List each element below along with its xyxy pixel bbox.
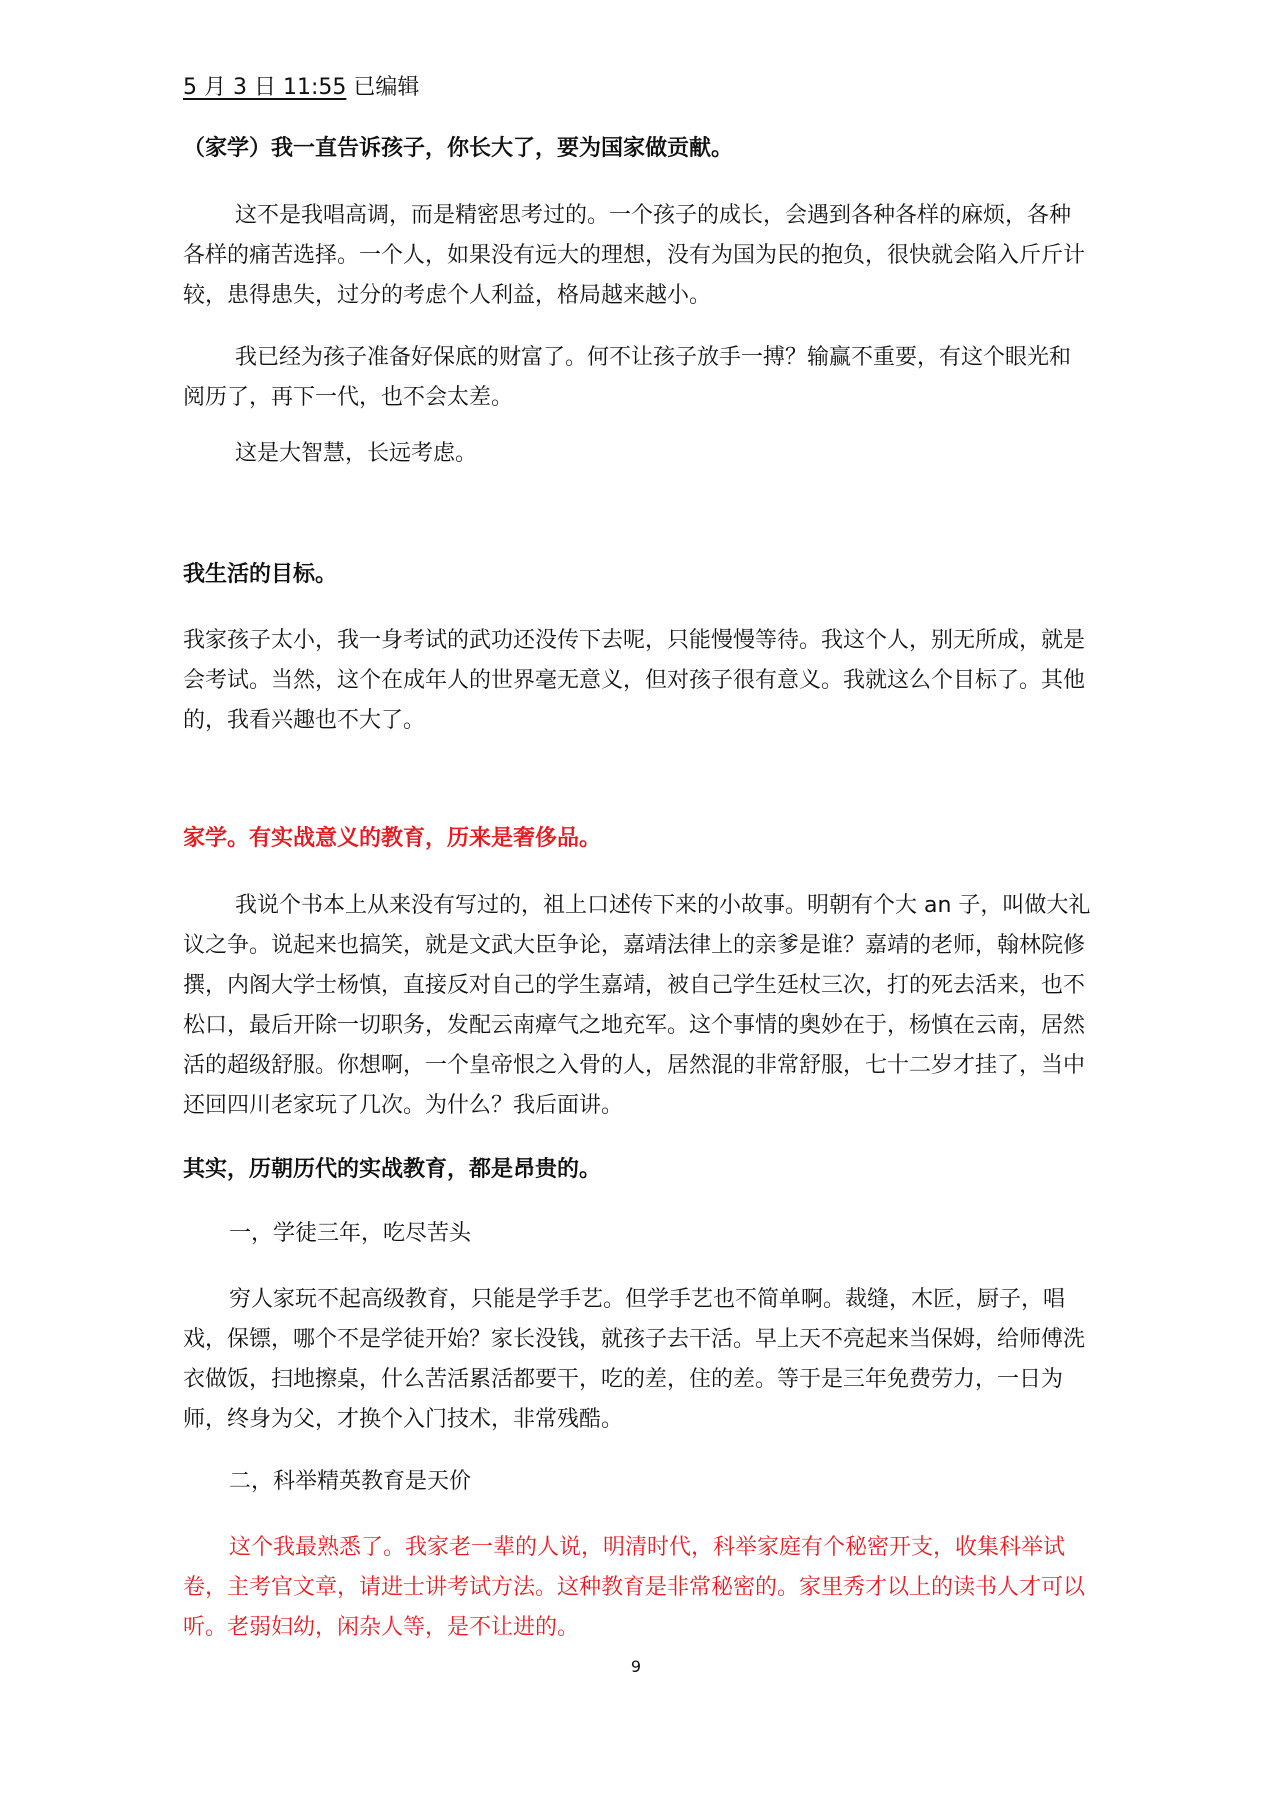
page-number: 9 <box>630 1657 642 1676</box>
section-1-paragraph-2: 我已经为孩子准备好保底的财富了。何不让孩子放手一搏？输赢不重要，有这个眼光和阅历了，再下一代，也不会太差。 <box>183 345 1072 410</box>
section-3-paragraph-2: 其实，历朝历代的实战教育，都是昂贵的。 <box>183 1157 602 1182</box>
section-3-paragraph-3: 穷人家玩不起高级教育，只能是学手艺。但学手艺也不简单啊。裁缝，木匠，厨子，唱戏，保镖，哪个不是学徒开始？家长没钱，就孩子去干活。早上天不亮起来当保姆，给师傅洗衣做饭，扫地擦桌，什么苦活累活都要干，吃的差，住的差。等于是三年免费劳力，一日为师，终身为父，才换个入门技术，非常残酷。 <box>183 1287 1086 1432</box>
edit-status: 已编辑 <box>353 75 420 100</box>
section-3-paragraph-1: 我说个书本上从来没有写过的，祖上口述传下来的小故事。明朝有个大 an 子，叫做大礼议之争。说起来也搞笑，就是文武大臣争论，嘉靖法律上的亲爹是谁？嘉靖的老师，翰林院修撰，内阁大学士杨慎，直接反对自己的学生嘉靖，被自己学生廷杖三次，打的死去活来，也不松口，最后开除一切职务，发配云南瘴气之地充军。这个事情的奥妙在于，杨慎在云南，居然活的超级舒服。你想啊，一个皇帝恨之入骨的人，居然混的非常舒服，七十二岁才挂了，当中还回四川老家玩了几次。为什么？我后面讲。 <box>183 893 1091 1118</box>
section-3-paragraph-4: 这个我最熟悉了。我家老一辈的人说，明清时代，科举家庭有个秘密开支，收集科举试卷，主考官文章，请进士讲考试方法。这种教育是非常秘密的。家里秀才以上的读书人才可以听。老弱妇幼，闲杂人等，是不让进的。 <box>183 1535 1086 1640</box>
section-1-paragraph-1: 这不是我唱高调，而是精密思考过的。一个孩子的成长，会遇到各种各样的麻烦，各种各样的痛苦选择。一个人，如果没有远大的理想，没有为国为民的抱负，很快就会陷入斤斤计较，患得患失，过分的考虑个人利益，格局越来越小。 <box>183 203 1086 308</box>
list-item-2: 二，科举精英教育是天价 <box>229 1469 472 1494</box>
section-1-paragraph-3: 这是大智慧，长远考虑。 <box>235 441 478 466</box>
section-2-paragraph-1: 我家孩子太小，我一身考试的武功还没传下去呢，只能慢慢等待。我这个人，别无所成，就是会考试。当然，这个在成年人的世界毫无意义，但对孩子很有意义。我就这么个目标了。其他的，我看兴趣也不大了。 <box>183 628 1086 733</box>
edit-timestamp[interactable]: 5 月 3 日 11:55 <box>183 75 347 100</box>
edit-status-line <box>183 68 1091 108</box>
section-3-title: 家学。有实战意义的教育，历来是奢侈品。 <box>183 826 602 851</box>
section-2-title: 我生活的目标。 <box>183 562 338 587</box>
section-1-title: （家学）我一直告诉孩子，你长大了，要为国家做贡献。 <box>183 136 734 161</box>
list-item-1: 一，学徒三年，吃尽苦头 <box>229 1221 472 1246</box>
